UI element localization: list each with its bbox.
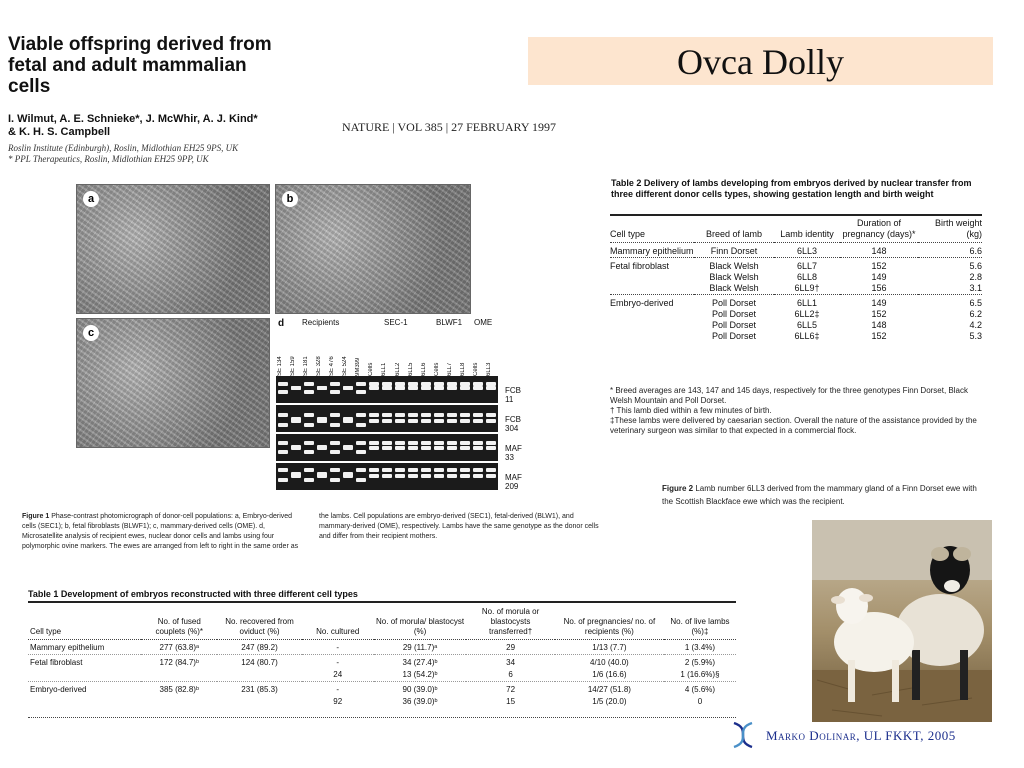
gel-band <box>421 386 431 390</box>
gel-lane-label: Cells <box>433 362 440 376</box>
gel-band <box>317 386 327 390</box>
caption-text: Lamb number 6LL3 derived from the mammary gland of a Finn Dorset ewe with the Scottish Blackface ewe which was the recipient. <box>662 484 977 506</box>
gel-band <box>473 468 483 472</box>
gel-band <box>369 419 379 423</box>
table-cell: Poll Dorset <box>711 309 756 319</box>
gel-band <box>343 417 353 421</box>
gel-band <box>304 423 314 427</box>
figure1-caption <box>22 512 602 562</box>
gel-band <box>343 445 353 449</box>
gel-band <box>356 382 366 386</box>
table-row <box>28 640 736 655</box>
table-rule <box>28 717 736 718</box>
table-cell: - <box>302 655 374 670</box>
gel-band <box>473 441 483 445</box>
gel-band <box>408 419 418 423</box>
footer-credit <box>766 728 956 744</box>
gel-marker-label: FCB 304 <box>505 415 521 433</box>
table-cell: 149 <box>840 295 918 310</box>
table2-title: Table 2 Delivery of lambs developing from embryos derived by nuclear transfer from three different donor cells types, showing gestation length and birth weight <box>611 178 972 199</box>
table-cell <box>28 696 141 708</box>
gel-lane-label: SE 524 <box>342 356 349 376</box>
gel-marker-label: MAF 209 <box>505 473 522 491</box>
table-cell: 15 <box>506 697 516 706</box>
affiliation-line: Roslin Institute (Edinburgh), Roslin, Midlothian EH25 9PS, UK <box>8 143 239 153</box>
table-cell: 156 <box>871 283 887 293</box>
gel-band <box>304 382 314 386</box>
gel-band <box>486 413 496 417</box>
table-row <box>610 295 982 310</box>
column-header: Birth weight (kg) <box>918 215 982 243</box>
caption-label: Figure 1 <box>22 513 50 520</box>
column-header: No. recovered from oviduct (%) <box>217 605 301 640</box>
table-cell: 1 (16.6%)§ <box>680 670 720 679</box>
table-cell: Black Welsh <box>709 283 759 293</box>
column-header: Cell type <box>610 215 694 243</box>
table-cell: Finn Dorset <box>694 243 774 258</box>
table-cell: 247 (89.2) <box>217 640 301 655</box>
table-cell: - <box>302 640 374 655</box>
column-header: No. of morula or blastocysts transferred† <box>466 605 555 640</box>
gel-band <box>434 419 444 423</box>
table-cell: 149 <box>871 272 887 282</box>
table-cell: 148 <box>871 320 887 330</box>
gel-band <box>434 413 444 417</box>
gel-band <box>434 468 444 472</box>
gel-band <box>473 419 483 423</box>
table-cell: 2.8 <box>969 272 982 282</box>
slide-title: Ovca Dolly <box>677 42 844 82</box>
gel-band <box>278 478 288 482</box>
table-rule <box>28 601 736 603</box>
gel-band <box>317 445 327 449</box>
table2 <box>610 214 982 342</box>
gel-band <box>369 386 379 390</box>
gel-band <box>382 468 392 472</box>
table-cell: 90 (39.0)ᵇ <box>374 682 467 697</box>
table-cell: 36 (39.0)ᵇ <box>402 697 438 706</box>
table-cell: 3.1 <box>969 283 982 293</box>
table-cell: Embryo-derived <box>28 682 141 697</box>
gel-lane-label: 6LL5 <box>407 362 414 376</box>
gel-band <box>304 478 314 482</box>
gel-band <box>395 474 405 478</box>
table-cell: 1/13 (7.7) <box>555 640 664 655</box>
gel-band <box>421 468 431 472</box>
gel-row <box>276 405 498 432</box>
table1 <box>22 585 738 720</box>
gel-row <box>276 463 498 490</box>
gel-band <box>330 450 340 454</box>
table-cell: 29 <box>466 640 555 655</box>
gel-band <box>304 441 314 445</box>
gel-band <box>460 474 470 478</box>
dna-helix-icon <box>730 721 756 749</box>
table-cell <box>610 320 694 331</box>
gel-band <box>369 441 379 445</box>
gel-band <box>317 417 327 421</box>
table-cell: 29 (11.7)ᵃ <box>374 640 467 655</box>
table-cell: 4/10 (40.0) <box>555 655 664 670</box>
gel-band <box>382 386 392 390</box>
gel-band <box>369 474 379 478</box>
table-header-row <box>610 215 982 243</box>
gel-lane-label: SE 159 <box>290 356 297 376</box>
gel-band <box>291 472 301 476</box>
gel-band <box>486 386 496 390</box>
gel-band <box>330 478 340 482</box>
table-note: ‡These lambs were delivered by caesarian section. Overall the nature of the assistance provided by the veterinary surgeon was similar to that expected in a commercial flock. <box>610 416 977 435</box>
table-cell: 152 <box>871 309 887 319</box>
table-cell <box>141 696 217 708</box>
gel-band <box>330 468 340 472</box>
affiliation-line: * PPL Therapeutics, Roslin, Midlothian EH25 9PP, UK <box>8 154 209 164</box>
table-cell: 152 <box>871 331 887 341</box>
footer-affiliation: , UL FKKT, 2005 <box>856 728 956 743</box>
gel-band <box>460 386 470 390</box>
gel-band <box>408 386 418 390</box>
table2-notes <box>610 386 982 436</box>
author-name: Marko Dolinar <box>766 728 857 743</box>
table-cell: Black Welsh <box>709 272 759 282</box>
table-header-row <box>28 605 736 640</box>
gel-group-label: Recipients <box>302 318 340 327</box>
table-cell: Mammary epithelium <box>28 640 141 655</box>
gel-band <box>434 386 444 390</box>
gel-lane-label: SE 328 <box>316 356 323 376</box>
table-cell: 24 <box>333 670 343 679</box>
column-header: Duration of pregnancy (days)* <box>840 215 918 243</box>
affiliations <box>8 143 328 165</box>
paper-title-line: fetal and adult mammalian <box>8 55 247 76</box>
table-cell: 6LL2‡ <box>794 309 820 319</box>
gel-band <box>447 413 457 417</box>
table-cell: 5.6 <box>918 258 982 273</box>
table-cell: 6LL1 <box>774 295 840 310</box>
table-row <box>610 272 982 283</box>
footer <box>730 721 1020 749</box>
gel-band <box>421 446 431 450</box>
gel-band <box>304 450 314 454</box>
gel-band <box>343 386 353 390</box>
gel-band <box>356 450 366 454</box>
gel-lane-label: 9M399 <box>355 357 362 376</box>
gel-band <box>447 474 457 478</box>
gel-band <box>421 413 431 417</box>
gel-band <box>278 382 288 386</box>
gel-lane-labels <box>276 328 498 376</box>
caption-text: Phase-contrast photomicrograph of donor-cell populations: a, Embryo-derived cells (SEC1); b, fetal fibroblasts (BLWF1); c, mammary-derived cells (OME). d, Microsatellite analysis of recipient ewes, nuclear donor cells and lambs using four polymorphic ovine markers. The ewes are arranged from left to right in the same order as the lambs. Cell populations are embryo-derived (SEC1), fetal-derived (BLW1), and mammary-derived (OME), respectively. Lambs have the same genotype as the donor cells and differ from their recipient mothers. <box>22 513 599 550</box>
gel-band <box>382 441 392 445</box>
table-cell: 6LL8 <box>796 272 818 282</box>
column-header: No. of pregnancies/ no. of recipients (%) <box>555 605 664 640</box>
panel-label: c <box>83 325 99 341</box>
column-header: No. cultured <box>302 605 374 640</box>
table-cell: Black Welsh <box>694 258 774 273</box>
table-cell: 124 (80.7) <box>217 655 301 670</box>
table-cell: Fetal fibroblast <box>28 655 141 670</box>
column-header: Cell type <box>28 605 141 640</box>
panel-label: d <box>278 318 285 329</box>
table-cell: Mammary epithelium <box>610 243 694 258</box>
table-cell: 1 (3.4%) <box>664 640 736 655</box>
table-cell: 6LL9† <box>794 283 820 293</box>
gel-lane-label: 6LL6 <box>420 362 427 376</box>
table-cell: 14/27 (51.8) <box>555 682 664 697</box>
table-cell: 34 <box>466 655 555 670</box>
table-cell <box>217 669 301 682</box>
table-cell: 148 <box>840 243 918 258</box>
gel-band <box>278 468 288 472</box>
gel-marker-label: FCB 11 <box>505 386 521 404</box>
gel-band <box>434 446 444 450</box>
table-note: * Breed averages are 143, 147 and 145 days, respectively for the three genotypes Finn Dorset, Black Welsh Mountain and Poll Dorset. <box>610 386 968 405</box>
table-row <box>28 682 736 697</box>
gel-band <box>434 441 444 445</box>
gel-band <box>291 417 301 421</box>
gel-band <box>356 423 366 427</box>
micrograph-panel-c <box>76 318 270 448</box>
gel-band <box>473 474 483 478</box>
gel-lane-label: SE 181 <box>303 356 310 376</box>
table-cell <box>610 283 694 295</box>
gel-band <box>395 441 405 445</box>
gel-band <box>330 382 340 386</box>
gel-band <box>304 413 314 417</box>
microsatellite-gel <box>276 316 522 491</box>
table-cell <box>610 331 694 342</box>
gel-band <box>447 468 457 472</box>
caption-label: Figure 2 <box>662 484 694 493</box>
gel-lane-label: 6LL3 <box>485 362 492 376</box>
table-note: † This lamb died within a few minutes of birth. <box>610 406 772 415</box>
gel-band <box>278 441 288 445</box>
table-row <box>610 258 982 273</box>
table-cell <box>141 669 217 682</box>
gel-band <box>408 413 418 417</box>
gel-band <box>395 419 405 423</box>
gel-band <box>291 445 301 449</box>
paper-title-line: Viable offspring derived from <box>8 34 272 55</box>
gel-band <box>343 472 353 476</box>
table1-title: Table 1 Development of embryos reconstructed with three different cell types <box>28 589 358 599</box>
table-cell: 34 (27.4)ᵇ <box>374 655 467 670</box>
column-header: No. of morula/ blastocyst (%) <box>374 605 467 640</box>
table-cell: 152 <box>840 258 918 273</box>
gel-band <box>395 386 405 390</box>
gel-band <box>408 446 418 450</box>
table-cell: 6.6 <box>918 243 982 258</box>
gel-lane-label: Cells <box>368 362 375 376</box>
table-row <box>610 320 982 331</box>
gel-marker-label: MAF 33 <box>505 444 522 462</box>
gel-band <box>434 474 444 478</box>
gel-band <box>408 474 418 478</box>
gel-band <box>330 390 340 394</box>
gel-lane-label: 6LL7 <box>446 362 453 376</box>
gel-group-label: BLWF1 <box>436 318 463 327</box>
table-cell: 5.3 <box>969 331 982 341</box>
gel-band <box>395 446 405 450</box>
table-row <box>610 331 982 342</box>
sheep-illustration <box>812 520 992 722</box>
table-cell: 92 <box>333 697 343 706</box>
gel-band <box>395 413 405 417</box>
table-cell: 6 <box>508 670 513 679</box>
table-cell: 6LL3 <box>774 243 840 258</box>
gel-lane-label: SE 476 <box>329 356 336 376</box>
paper-title-line: cells <box>8 76 51 97</box>
gel-band <box>330 441 340 445</box>
gel-band <box>278 413 288 417</box>
gel-band <box>369 446 379 450</box>
gel-band <box>382 419 392 423</box>
panel-label: b <box>282 191 298 207</box>
authors-line: I. Wilmut, A. E. Schnieke*, J. McWhir, A. J. Kind* <box>8 113 258 125</box>
table1-grid <box>28 605 736 708</box>
table-cell: 385 (82.8)ᵇ <box>141 682 217 697</box>
table-row <box>28 696 736 708</box>
table-cell: 1/6 (16.6) <box>592 670 627 679</box>
table-cell: Poll Dorset <box>711 320 756 330</box>
table-cell: 6.5 <box>918 295 982 310</box>
table-cell: 0 <box>697 697 703 706</box>
table-cell <box>217 696 301 708</box>
gel-band <box>356 413 366 417</box>
table-cell: 277 (63.8)ᵃ <box>141 640 217 655</box>
table-cell <box>610 272 694 283</box>
table-row <box>610 283 982 295</box>
gel-lane-label: 6LL1 <box>381 362 388 376</box>
gel-band <box>278 450 288 454</box>
table-cell <box>28 669 141 682</box>
gel-band <box>382 446 392 450</box>
gel-band <box>486 441 496 445</box>
journal-citation: NATURE | VOL 385 | 27 FEBRUARY 1997 <box>342 120 557 134</box>
dolly-sheep-photo <box>812 520 992 722</box>
gel-band <box>395 468 405 472</box>
gel-band <box>447 446 457 450</box>
gel-band <box>486 446 496 450</box>
gel-band <box>460 441 470 445</box>
table-cell: 172 (84.7)ᵇ <box>141 655 217 670</box>
gel-band <box>421 441 431 445</box>
gel-band <box>460 419 470 423</box>
table-cell <box>610 309 694 320</box>
gel-band <box>421 419 431 423</box>
table-cell: 6LL7 <box>774 258 840 273</box>
table-cell: 6LL6‡ <box>794 331 820 341</box>
table-cell: 6.2 <box>969 309 982 319</box>
column-header: Lamb identity <box>774 215 840 243</box>
gel-lane-label: Cells <box>472 362 479 376</box>
figure2-caption <box>662 482 987 508</box>
gel-band <box>304 390 314 394</box>
table-cell: 1/5 (20.0) <box>592 697 627 706</box>
authors-line: & K. H. S. Campbell <box>8 126 111 138</box>
gel-band <box>278 390 288 394</box>
table-cell: Poll Dorset <box>694 295 774 310</box>
panel-label: a <box>83 191 99 207</box>
table-row <box>28 669 736 682</box>
gel-band <box>460 468 470 472</box>
gel-band <box>460 446 470 450</box>
table-cell: 4 (5.6%) <box>664 682 736 697</box>
gel-band <box>486 468 496 472</box>
paper-title <box>8 34 308 97</box>
table-cell: 231 (85.3) <box>217 682 301 697</box>
gel-band <box>486 419 496 423</box>
gel-band <box>369 468 379 472</box>
gel-band <box>317 472 327 476</box>
gel-band <box>382 474 392 478</box>
gel-group-label: OME <box>474 318 493 327</box>
gel-band <box>382 413 392 417</box>
gel-lane-label: 6LL2 <box>394 362 401 376</box>
table-cell: Fetal fibroblast <box>610 258 694 273</box>
gel-band <box>369 413 379 417</box>
gel-band <box>408 468 418 472</box>
gel-band <box>356 468 366 472</box>
micrograph-panel-a <box>76 184 270 314</box>
gel-band <box>356 441 366 445</box>
table-cell: 4.2 <box>969 320 982 330</box>
gel-band <box>408 441 418 445</box>
gel-band <box>356 390 366 394</box>
table-cell: 2 (5.9%) <box>664 655 736 670</box>
gel-band <box>421 474 431 478</box>
authors <box>8 113 308 139</box>
column-header: Breed of lamb <box>694 215 774 243</box>
table-cell: Poll Dorset <box>711 331 756 341</box>
gel-band <box>330 413 340 417</box>
gel-band <box>460 413 470 417</box>
column-header: No. of live lambs (%)‡ <box>664 605 736 640</box>
gel-band <box>278 423 288 427</box>
table-cell: 13 (54.2)ᵇ <box>402 670 438 679</box>
gel-band <box>473 446 483 450</box>
gel-band <box>473 413 483 417</box>
gel-lane-label: SE 134 <box>277 356 283 376</box>
gel-band <box>447 419 457 423</box>
gel-lane-label: 6LL8 <box>459 362 466 376</box>
gel-group-label: SEC-1 <box>384 318 408 327</box>
table-row <box>28 655 736 670</box>
table-cell: Embryo-derived <box>610 295 694 310</box>
table-cell: 6LL5 <box>796 320 818 330</box>
gel-band <box>304 468 314 472</box>
table-cell: - <box>302 682 374 697</box>
table-cell: 72 <box>466 682 555 697</box>
gel-band <box>447 441 457 445</box>
gel-band <box>330 423 340 427</box>
table-row <box>610 243 982 258</box>
gel-row <box>276 376 498 403</box>
gel-band <box>447 386 457 390</box>
micrograph-panel-b <box>275 184 471 314</box>
gel-band <box>356 478 366 482</box>
column-header: No. of fused couplets (%)* <box>141 605 217 640</box>
gel-row <box>276 434 498 461</box>
gel-band <box>473 386 483 390</box>
gel-band <box>291 386 301 390</box>
table-row <box>610 309 982 320</box>
gel-band <box>486 474 496 478</box>
